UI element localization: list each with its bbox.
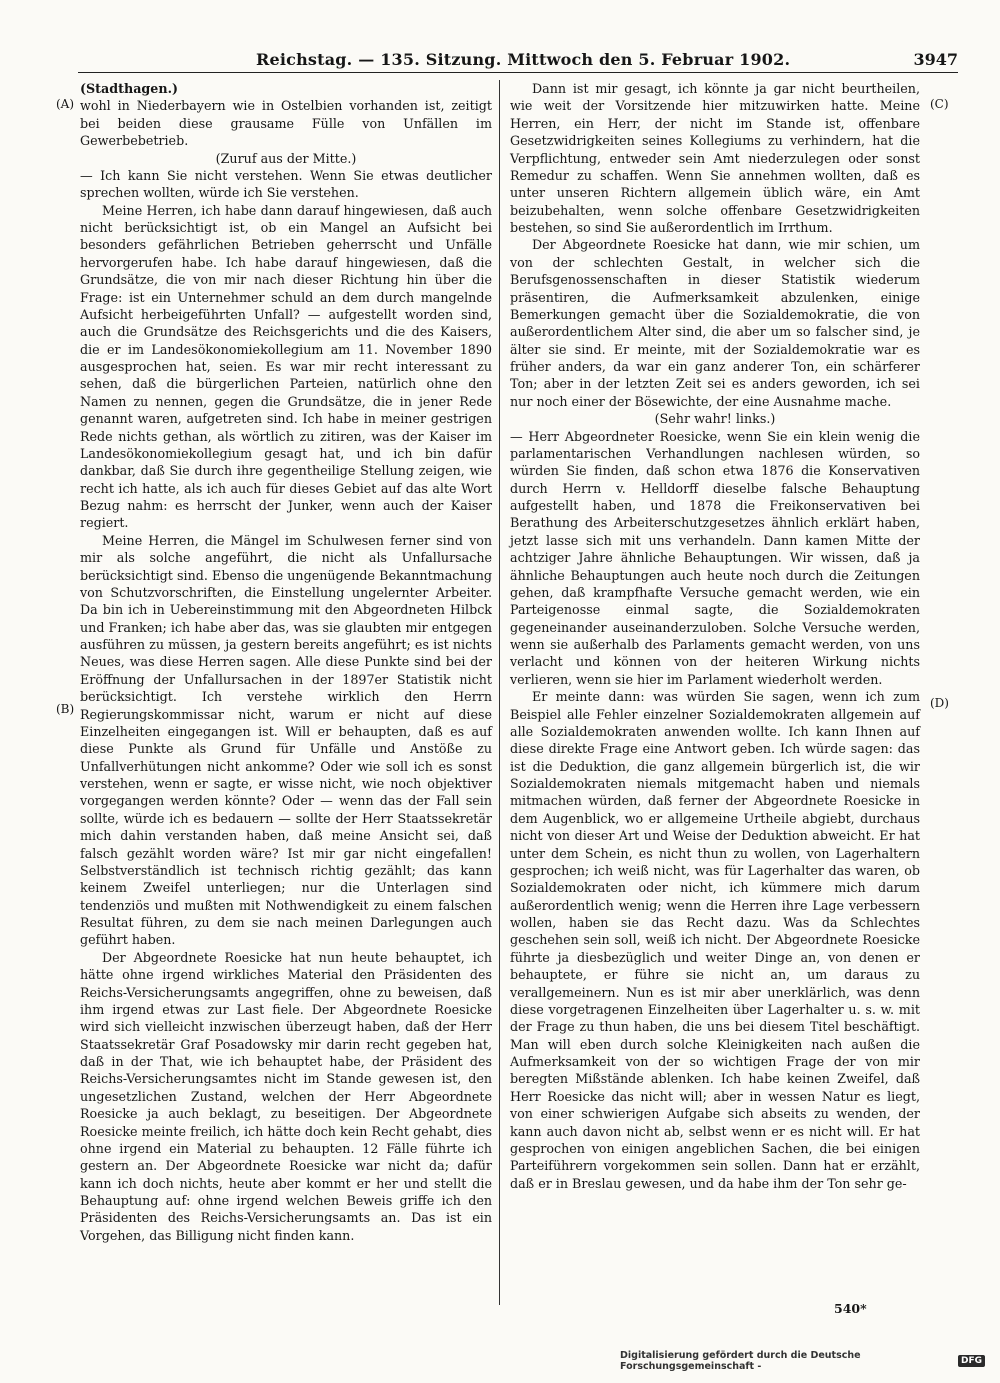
interjection: (Zuruf aus der Mitte.) [215, 150, 357, 166]
paragraph: Dann ist mir gesagt, ich könnte ja gar nicht beurtheilen, wie weit der Vorsitzende hier mitzuwirken hatte. Meine Herren, ein Herr, der nicht im Stande ist, offenbare Gesetzwidrigkeiten seines Kollegiums zu verhindern, hat die Verpflichtung, entweder sein Amt niederzulegen oder sonst Remedur zu schaffen. Wenn Sie annehmen wollten, daß es unter unseren Richtern allgemein üblich wäre, ein Amt beizubehalten, wenn solche offenbare Gesetzwidrigkeiten bestehen, so sind Sie außerordentlich im Irrthum. [510, 81, 920, 235]
right-column [510, 80, 920, 1192]
paragraph: Der Abgeordnete Roesicke hat dann, wie mir schien, um von der schlechten Gestalt, in welcher sich die Berufsgenossenschaften in dieser Statistik wiederum präsentiren, die Aufmerksamkeit abzulenken, einige Bemerkungen gemacht über die Sozialdemokratie, die von außerordentlichem Alter sind, die aber um so falscher sind, je älter sie sind. Er meinte, mit der Sozialdemokratie war es früher anders, da war ein ganz anderer Ton, ein schärferer Ton; aber in der letzten Zeit sei es anders geworden, ich sei nur noch einer der Bösewichte, der eine Ausnahme mache. [510, 237, 920, 409]
digitization-footer [620, 1350, 985, 1372]
interjection: (Sehr wahr! links.) [654, 411, 776, 427]
left-column [80, 80, 492, 1244]
page-number: 3947 [913, 50, 958, 69]
footer-text: Digitalisierung gefördert durch die Deutsche Forschungsgemeinschaft - [620, 1350, 861, 1372]
paragraph: wohl in Niederbayern wie in Ostelbien vorhanden ist, zeitigt bei beiden diese grausame Fülle von Unfällen im Gewerbebetrieb. [80, 98, 492, 149]
header-title: Reichstag. — 135. Sitzung. Mittwoch den 5. Februar 1902. [256, 50, 791, 69]
paragraph: — Herr Abgeordneter Roesicke, wenn Sie ein klein wenig die parlamentarischen Verhandlungen nachlesen würden, so würden Sie finden, daß schon etwa 1876 die Konservativen durch Herrn v. Helldorff dieselbe falsche Behauptung aufgestellt haben, und 1878 die Freikonservativen bei Berathung des Arbeiterschutzgesetzes ähnlich erklärt haben, jetzt lasse sich mit uns verhandeln. Dann kamen Mitte der achtziger Jahre ähnliche Behauptungen. Wir wissen, daß ja ähnliche Behauptungen auch heute noch durch die Zeitungen gehen, daß krampfhafte Versuche gemacht werden, wie ein Parteigenosse einmal sagte, die Sozialdemokraten gegeneinander auseinanderzuloben. Solche Versuche werden, wenn sie außerhalb des Parlaments gemacht werden, von uns verlacht und können von der heiteren Wirkung nichts verlieren, wenn sie hier im Parlament wiederholt werden. [510, 428, 920, 687]
paragraph: Meine Herren, ich habe dann darauf hingewiesen, daß auch nicht berücksichtigt ist, ob ein Mangel an Aufsicht bei besonders gefährlichen Betrieben geherrscht und Unfälle hervorgerufen habe. Ich habe darauf hingewiesen, daß die Grundsätze, die von mir nach dieser Richtung hin über die Frage: ist ein Unternehmer schuld an dem durch mangelnde Aufsicht herbeigeführten Unfall? — aufgestellt worden sind, auch die Grundsätze des Reichsgerichts und die des Kaisers, die er im Landesökonomiekollegium am 11. November 1890 ausgesprochen hat, seien. Es war mir recht interessant zu sehen, daß die bürgerlichen Parteien, natürlich ohne den Namen zu nennen, gegen die Grundsätze, die in jener Rede genannt waren, aufgetreten sind. Ich habe in meiner gestrigen Rede nichts gethan, als wörtlich zu zitiren, was der Kaiser im Landesökonomiekollegium gesagt hat, und ich bin dafür dankbar, daß Sie durch ihre gegentheilige Stellung zeigen, wie recht ich hatte, als ich auch für dieses Gebiet auf das alte Wort Bezug nahm: es herrscht der Junker, wenn auch der Kaiser regiert. [80, 202, 492, 531]
margin-marker-b: (B) [56, 702, 75, 716]
paragraph: Meine Herren, die Mängel im Schulwesen ferner sind von mir als solche angeführt, die nicht als Unfallursache berücksichtigt sind. Ebenso die ungenügende Bekanntmachung von Schutzvorschriften, die Einstellung ungelernter Arbeiter. Da bin ich in Uebereinstimmung mit den Abgeordneten Hilbck und Franken; ich habe aber das, was sie glaubten mir entgegen ausführen zu müssen, ja gestern bereits angeführt; es ist nichts Neues, was diese Herren sagen. Alle diese Punkte sind bei der Eröffnung der Unfallursachen in der 1897er Statistik nicht berücksichtigt. Ich verstehe wirklich den Herrn Regierungskommissar nicht, warum er nicht auf diese Einzelheiten eingegangen ist. Will er behaupten, daß es auf diese Punkte als Grund für Unfälle und Anstöße zu Unfallverhütungen nicht ankomme? Oder wie soll ich es sonst verstehen, wenn er sagte, er wisse nicht, wie noch objektiver vorgegangen werden könnte? Oder — wenn das der Fall sein sollte, würde ich es bedauern — sollte der Herr Staatssekretär mich dahin verstanden haben, daß meine Ansicht sei, daß falsch gezählt worden wäre? Ist mir gar nicht eingefallen! Selbstverständlich ist technisch richtig gezählt; das kann keinem Zweifel unterliegen; nur die Unterlagen sind tendenziös und mußten mit Nothwendigkeit zu einem falschen Resultat führen, zu dem sie nach meinen Darlegungen auch geführt haben. [80, 532, 492, 948]
paragraph: Der Abgeordnete Roesicke hat nun heute behauptet, ich hätte ohne irgend wirkliches Material den Präsidenten des Reichs-Versicherungsamts angegriffen, ohne zu beweisen, daß ihm irgend etwas zur Last fiele. Der Abgeordnete Roesicke wird sich vielleicht inzwischen überzeugt haben, daß der Herr Staatssekretär Graf Posadowsky mir darin recht gegeben hat, daß in der That, wie ich behauptet habe, der Präsident des Reichs-Versicherungsamtes nicht im Stande gewesen ist, den ungesetzlichen Zustand, welchen der Herr Abgeordnete Roesicke ja auch beklagt, zu beseitigen. Der Abgeordnete Roesicke meinte freilich, ich hätte doch kein Recht gehabt, dies ohne irgend ein Material zu behaupten. 12 Fälle führte ich gestern an. Der Abgeordnete Roesicke war nicht da; dafür kann ich doch nichts, heute aber kommt er her und stellt die Behauptung auf: ohne irgend welchen Beweis griffe ich den Präsidenten des Reichs-Versicherungsamts an. Das ist ein Vorgehen, das Billigung nicht finden kann. [80, 949, 492, 1243]
running-header [78, 50, 958, 73]
margin-marker-d: (D) [930, 696, 949, 710]
paragraph: — Ich kann Sie nicht verstehen. Wenn Sie etwas deutlicher sprechen wollten, würde ich Sie verstehen. [80, 167, 492, 201]
sheet-signature: 540* [834, 1301, 867, 1316]
paragraph: Er meinte dann: was würden Sie sagen, wenn ich zum Beispiel alle Fehler einzelner Sozialdemokraten allgemein auf alle Sozialdemokraten anwenden wollte. Ich kann Ihnen auf diese direkte Frage eine Antwort geben. Ich würde sagen: das ist die Deduktion, die ganz allgemein bürgerlich ist, die wir Sozialdemokraten niemals mitgemacht haben und niemals mitmachen würden, daß ferner der Abgeordnete Roesicke in dem Augenblick, wo er allgemeine Urtheile abgiebt, durchaus nicht von dieser Art und Weise der Deduktion abweicht. Er hat unter dem Schein, es nicht thun zu wollen, von Lagerhaltern gesprochen; ich weiß nicht, was für Lagerhalter das waren, ob Sozialdemokraten oder nicht, ich kümmere mich darum außerordentlich wenig; wenn die Herren ihre Lage verbessern wollen, haben sie das Recht dazu. Was da Schlechtes geschehen sein soll, weiß ich nicht. Der Abgeordnete Roesicke führte ja diesbezüglich und weiter Dinge an, von denen er behauptete, er führe sie nicht an, um daraus zu verallgemeinern. Nun es ist mir aber unerklärlich, was denn diese vorgetragenen Einzelheiten über Lagerhalter u. s. w. mit der Frage zu thun haben, die uns bei diesem Titel beschäftigt. Man will eben durch solche Kleinigkeiten nach außen die Aufmerksamkeit von der so wichtigen Frage der von mir beregten Mißstände ablenken. Ich habe keinen Zweifel, daß Herr Roesicke das nicht will; aber in wessen Natur es liegt, von einer schwierigen Aufgabe sich abseits zu wenden, der kann auch davon nicht ab, selbst wenn er es nicht will. Er hat gesprochen von einigen angeblichen Sachen, die bei einigen Parteiführern vorgekommen sein sollen. Dann hat er erzählt, daß er in Breslau gewesen, und da habe ihm der Ton sehr ge- [510, 689, 920, 1191]
margin-marker-c: (C) [930, 97, 949, 111]
column-divider [499, 80, 500, 1305]
speaker-label: (Stadthagen.) [80, 81, 179, 96]
margin-marker-a: (A) [56, 97, 75, 111]
dfg-logo: DFG [958, 1355, 985, 1367]
